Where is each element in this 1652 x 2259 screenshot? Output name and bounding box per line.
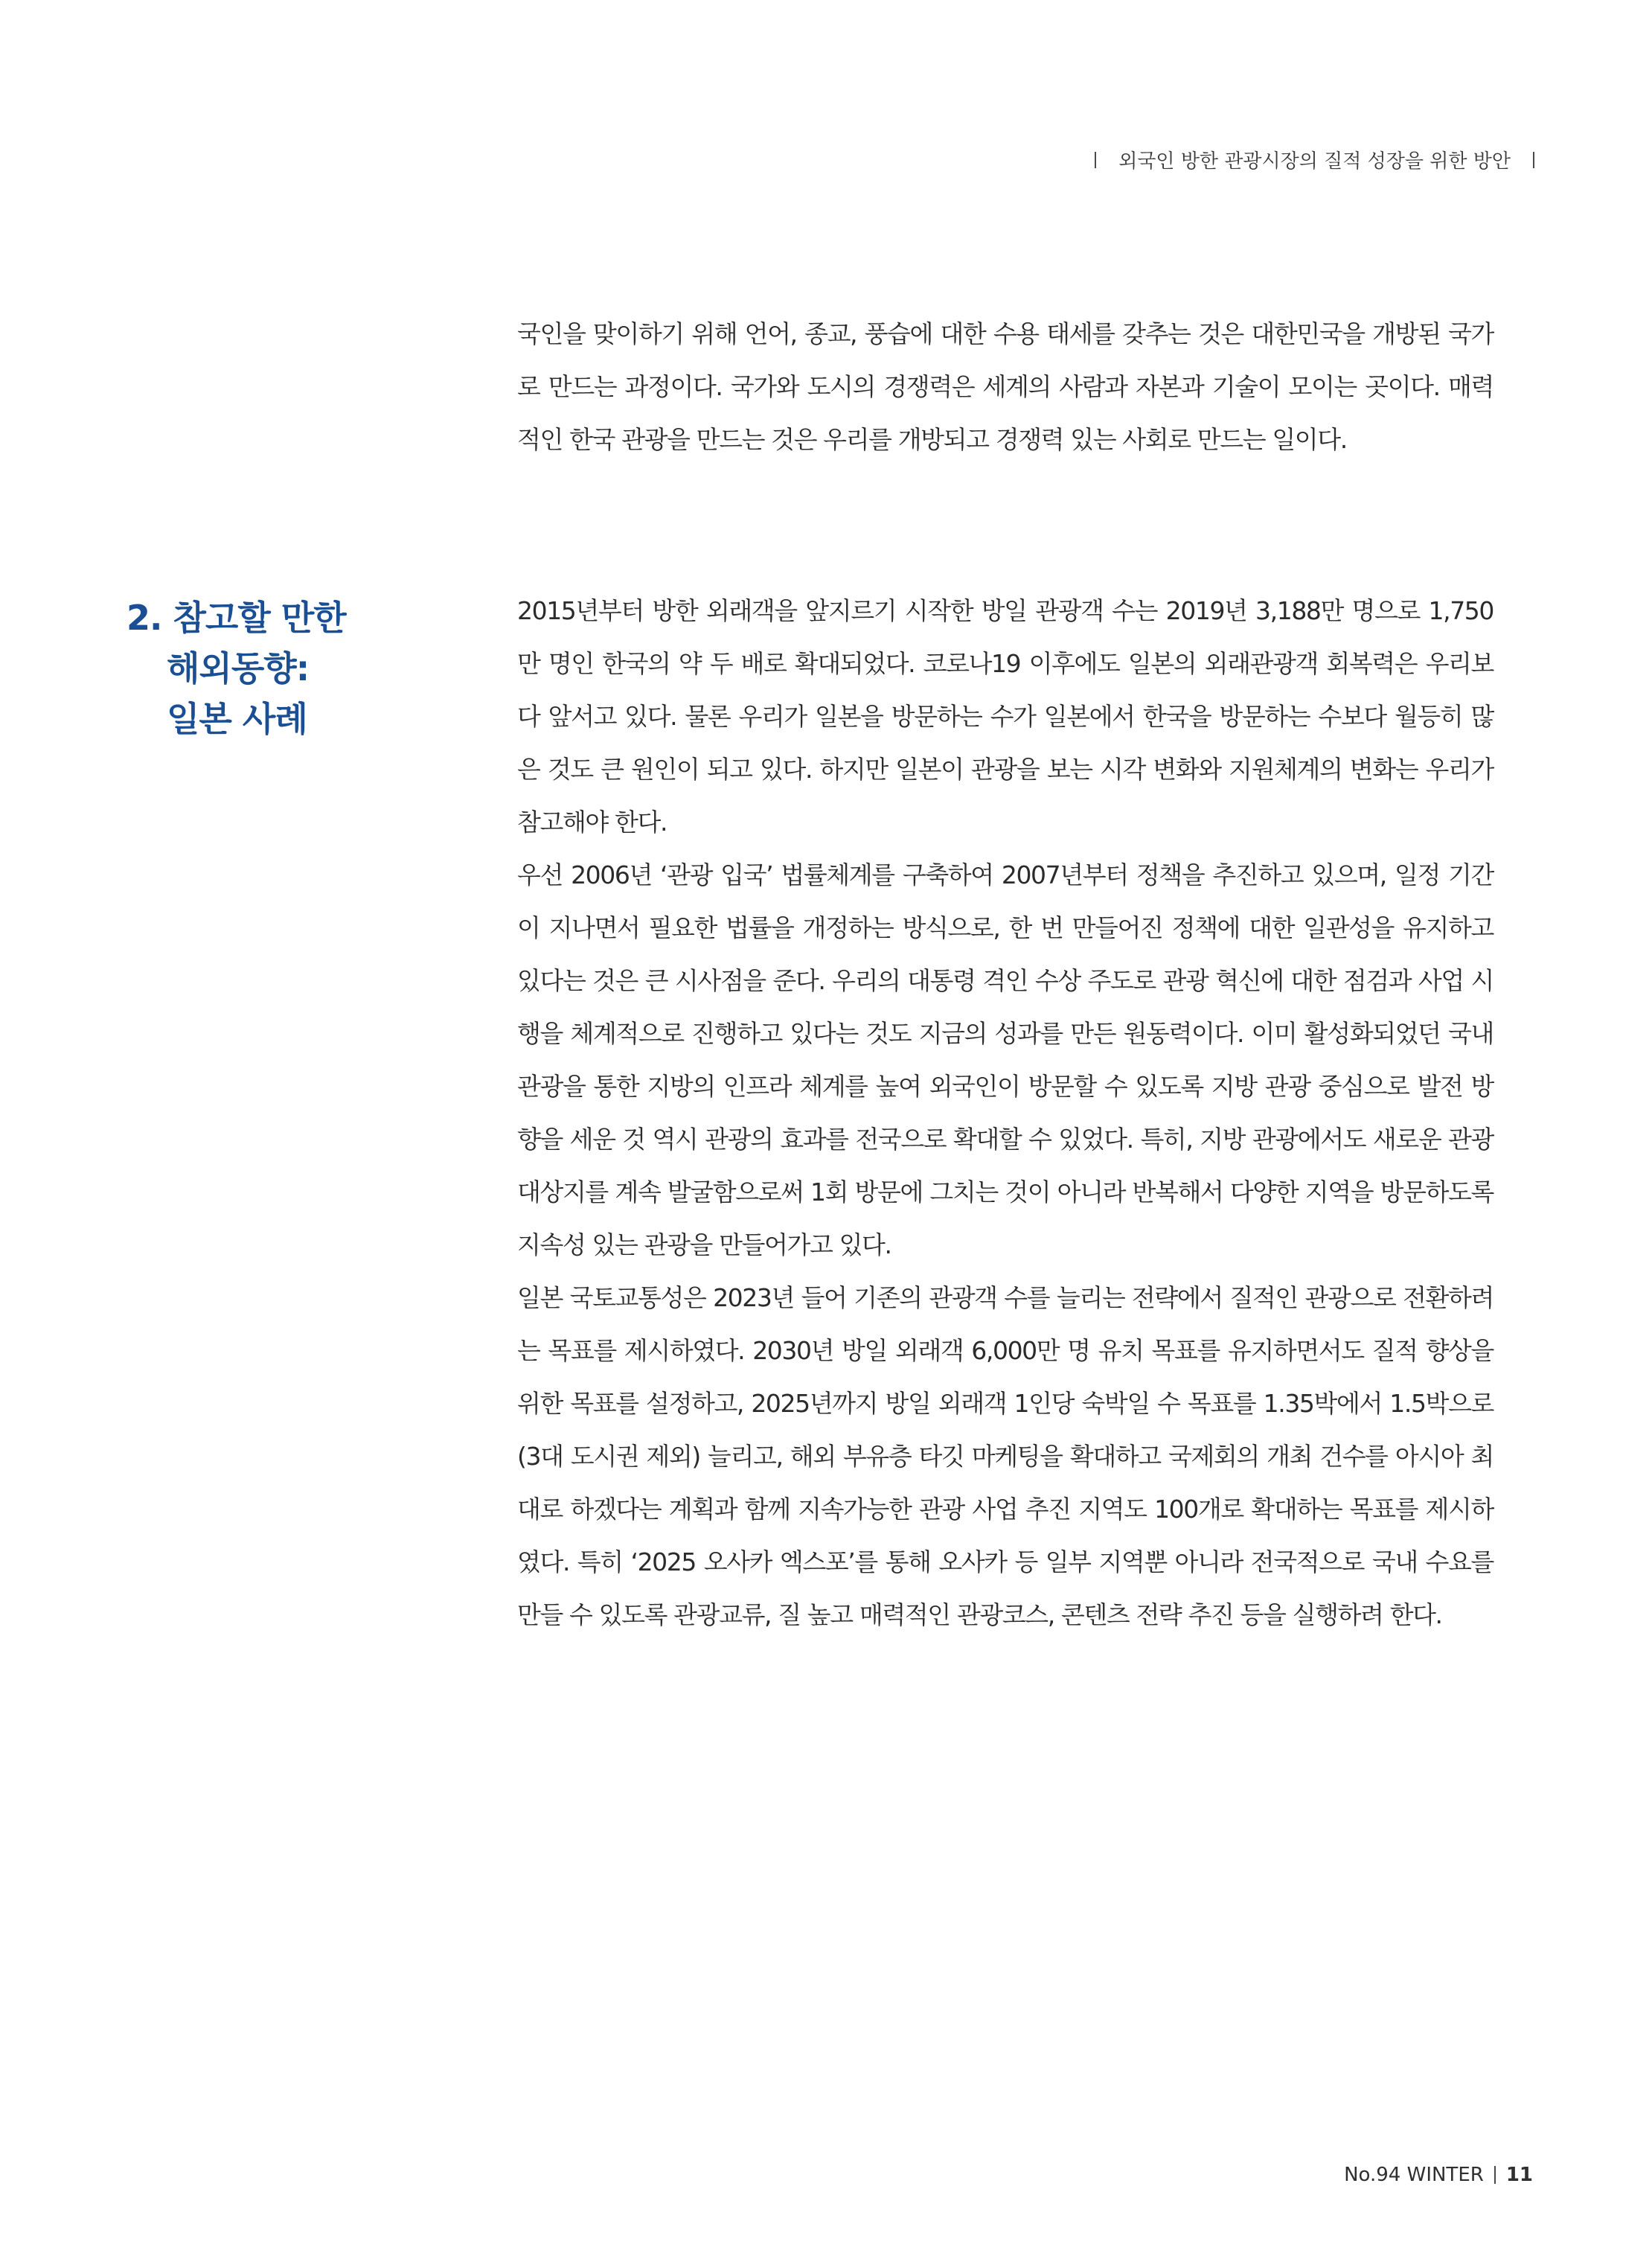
body-paragraph-1: 2015년부터 방한 외래객을 앞지르기 시작한 방일 관광객 수는 2019년 3,188만 명으로 1,750만 명인 한국의 약 두 배로 확대되었다. 코로나19 이후에도 일본의 외래관광객 회복력은 우리보다 앞서고 있다. 물론 우리가 일본을 방문하는 수가 일본에서 한국을 방문하는 수보다 월등히 많은 것도 큰 원인이 되고 있다. 하지만 일본이 관광을 보는 시각 변화와 지원체계의 변화는 우리가 참고해야 한다. [517, 596, 1493, 837]
header-divider-right [1533, 152, 1534, 168]
section-body [517, 584, 1493, 1641]
running-header [1072, 146, 1534, 173]
section-heading-line-1: 2. 참고할 만한 [127, 598, 346, 638]
section-heading [127, 592, 424, 744]
section-heading-line-3: 일본 사례 [167, 699, 307, 739]
issue-label: No.94 WINTER [1344, 2164, 1484, 2186]
body-paragraph-3: 일본 국토교통성은 2023년 들어 기존의 관광객 수를 늘리는 전략에서 질적인 관광으로 전환하려는 목표를 제시하였다. 2030년 방일 외래객 6,000만 명 유치 목표를 유지하면서도 질적 향상을 위한 목표를 설정하고, 2025년까지 방일 외래객 1인당 숙박일 수 목표를 1.35박에서 1.5박으로(3대 도시권 제외) 늘리고, 해외 부유층 타깃 마케팅을 확대하고 국제회의 개최 건수를 아시아 최대로 하겠다는 계획과 함께 지속가능한 관광 사업 추진 지역도 100개로 확대하는 목표를 제시하였다. 특히 ‘2025 오사카 엑스포’를 통해 오사카 등 일부 지역뿐 아니라 전국적으로 국내 수요를 만들 수 있도록 관광교류, 질 높고 매력적인 관광코스, 콘텐츠 전략 추진 등을 실행하려 한다. [517, 1283, 1493, 1629]
section-heading-line-2: 해외동향: [167, 648, 310, 688]
page-footer [1344, 2164, 1533, 2186]
page-number: 11 [1505, 2164, 1533, 2186]
footer-divider [1494, 2166, 1496, 2184]
header-divider-left [1095, 152, 1096, 168]
intro-paragraph: 국인을 맞이하기 위해 언어, 종교, 풍습에 대한 수용 태세를 갖추는 것은 대한민국을 개방된 국가로 만드는 과정이다. 국가와 도시의 경쟁력은 세계의 사람과 자본과 기술이 모이는 곳이다. 매력적인 한국 관광을 만드는 것은 우리를 개방되고 경쟁력 있는 사회로 만드는 일이다. [517, 319, 1493, 454]
running-title: 외국인 방한 관광시장의 질적 성장을 위한 방안 [1118, 150, 1511, 173]
body-paragraph-2: 우선 2006년 ‘관광 입국’ 법률체계를 구축하여 2007년부터 정책을 추진하고 있으며, 일정 기간이 지나면서 필요한 법률을 개정하는 방식으로, 한 번 만들어진 정책에 대한 일관성을 유지하고 있다는 것은 큰 시사점을 준다. 우리의 대통령 격인 수상 주도로 관광 혁신에 대한 점검과 사업 시행을 체계적으로 진행하고 있다는 것도 지금의 성과를 만든 원동력이다. 이미 활성화되었던 국내관광을 통한 지방의 인프라 체계를 높여 외국인이 방문할 수 있도록 지방 관광 중심으로 발전 방향을 세운 것 역시 관광의 효과를 전국으로 확대할 수 있었다. 특히, 지방 관광에서도 새로운 관광대상지를 계속 발굴함으로써 1회 방문에 그치는 것이 아니라 반복해서 다양한 지역을 방문하도록 지속성 있는 관광을 만들어가고 있다. [517, 860, 1494, 1259]
